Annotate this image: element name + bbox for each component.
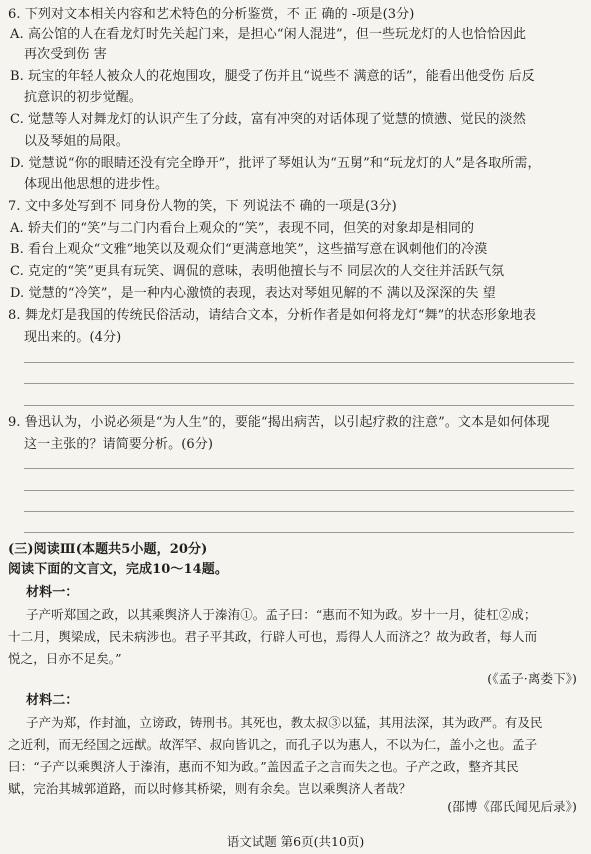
q6-option-d-line2: 体现出他思想的进步性。 bbox=[24, 177, 169, 192]
material1-label: 材料一： bbox=[26, 585, 79, 600]
q6-option-b-line2: 抗意识的初步觉醒。 bbox=[24, 90, 142, 105]
material1-line1: 子产听郑国之政，以其乘舆济人于溱洧①。孟子曰：“惠而不知为政。岁十一月，徒杠②成； bbox=[26, 607, 537, 622]
material2-line2: 之近利，而无经国之远猷。故浑罕、叔向皆讥之，而孔子以为惠人，不以为仁，盖小之也。孟子 bbox=[8, 737, 538, 752]
q6-option-c-line2: 以及琴姐的局限。 bbox=[24, 134, 129, 149]
material2-line1: 子产为郑，作封洫，立谤政，铸刑书。其死也，教太叔③以猛，其用法深，其为政严。有及民 bbox=[26, 715, 543, 730]
q6-option-a-line2: 再次受到伤 害 bbox=[24, 47, 107, 62]
section-heading: (三)阅读Ⅲ(本题共5小题，20分) bbox=[8, 542, 208, 557]
q7-option-b: B. 看台上观众“文雅”地笑以及观众们“更满意地笑”，这些描写意在讽刺他们的冷漠 bbox=[10, 242, 488, 257]
material2-source: (邵博《邵氏闻见后录》) bbox=[447, 799, 577, 814]
answer-line bbox=[24, 511, 574, 512]
answer-line bbox=[24, 490, 574, 491]
material2-line3: 曰：“子产以乘舆济人于溱洧，惠而不知为政。”盖因孟子之言而失之也。子产之政，整齐其民 bbox=[8, 759, 519, 774]
q6-option-c-line1: C. 觉慧等人对舞龙灯的认识产生了分歧，富有冲突的对话体现了觉慧的愤懑、觉民的淡然 bbox=[10, 112, 526, 127]
page-footer: 语文试题 第6页(共10页) bbox=[226, 834, 365, 849]
material1-line3: 悦之，日亦不足矣。” bbox=[8, 651, 122, 666]
q7-option-c: C. 克定的“笑”更具有玩笑、调侃的意味，表明他擅长与不 同层次的人交往并活跃气氛 bbox=[10, 264, 505, 279]
material1-source: (《孟子·离娄下》) bbox=[487, 671, 577, 686]
answer-line bbox=[24, 405, 574, 406]
q9-line1: 9. 鲁迅认为，小说必须是“为人生”的，要能“揭出病苦，以引起疗救的注意”。文本是如何体现 bbox=[8, 415, 550, 430]
material2-line4: 赋，完治其城郭道路，而以时修其桥梁，则有余矣。岂以乘舆济人者哉？ bbox=[8, 781, 412, 796]
section-instruction: 阅读下面的文言文，完成10～14题。 bbox=[8, 562, 228, 577]
answer-line bbox=[24, 362, 574, 363]
q8-line1: 8. 舞龙灯是我国的传统民俗活动，请结合文本，分析作者是如何将龙灯“舞”的状态形象地表 bbox=[8, 308, 537, 323]
q6-option-a-line1: A. 高公馆的人在看龙灯时先关起门来，是担心“闲人混进”，但一些玩龙灯的人也恰恰因此 bbox=[10, 27, 527, 42]
material1-line2: 十二月，舆梁成，民未病涉也。君子平其政，行辟人可也，焉得人人而济之？故为政者，每人而 bbox=[8, 629, 538, 644]
q8-line2: 现出来的。(4分) bbox=[24, 330, 122, 345]
answer-line bbox=[24, 468, 574, 469]
q7-stem: 7. 文中多处写到不 同身份人物的笑，下 列说法不 确的一项是(3分) bbox=[8, 199, 397, 214]
material2-label: 材料二： bbox=[26, 693, 79, 708]
q6-stem: 6. 下列对文本相关内容和艺术特色的分析鉴赏，不 正 确的 -项是(3分) bbox=[8, 7, 415, 22]
q9-line2: 这一主张的？请简要分析。(6分) bbox=[24, 437, 214, 452]
q7-option-d: D. 觉慧的“冷笑”，是一种内心激愤的表现，表达对琴姐见解的不 满以及深深的失 望 bbox=[10, 286, 496, 301]
q6-option-d-line1: D. 觉慧说“你的眼睛还没有完全睁开”，批评了琴姐认为“五舅”和“玩龙灯的人”是各取所需， bbox=[10, 156, 541, 171]
q7-option-a: A. 轿夫们的“笑”与二门内看台上观众的“笑”，表现不同，但笑的对象却是相同的 bbox=[10, 221, 475, 236]
answer-line bbox=[24, 383, 574, 384]
answer-line bbox=[24, 532, 574, 533]
q6-option-b-line1: B. 玩宝的年轻人被众人的花炮围攻，腿受了伤并且“说些不 满意的话”，能看出他受伤 后反 bbox=[10, 69, 535, 84]
